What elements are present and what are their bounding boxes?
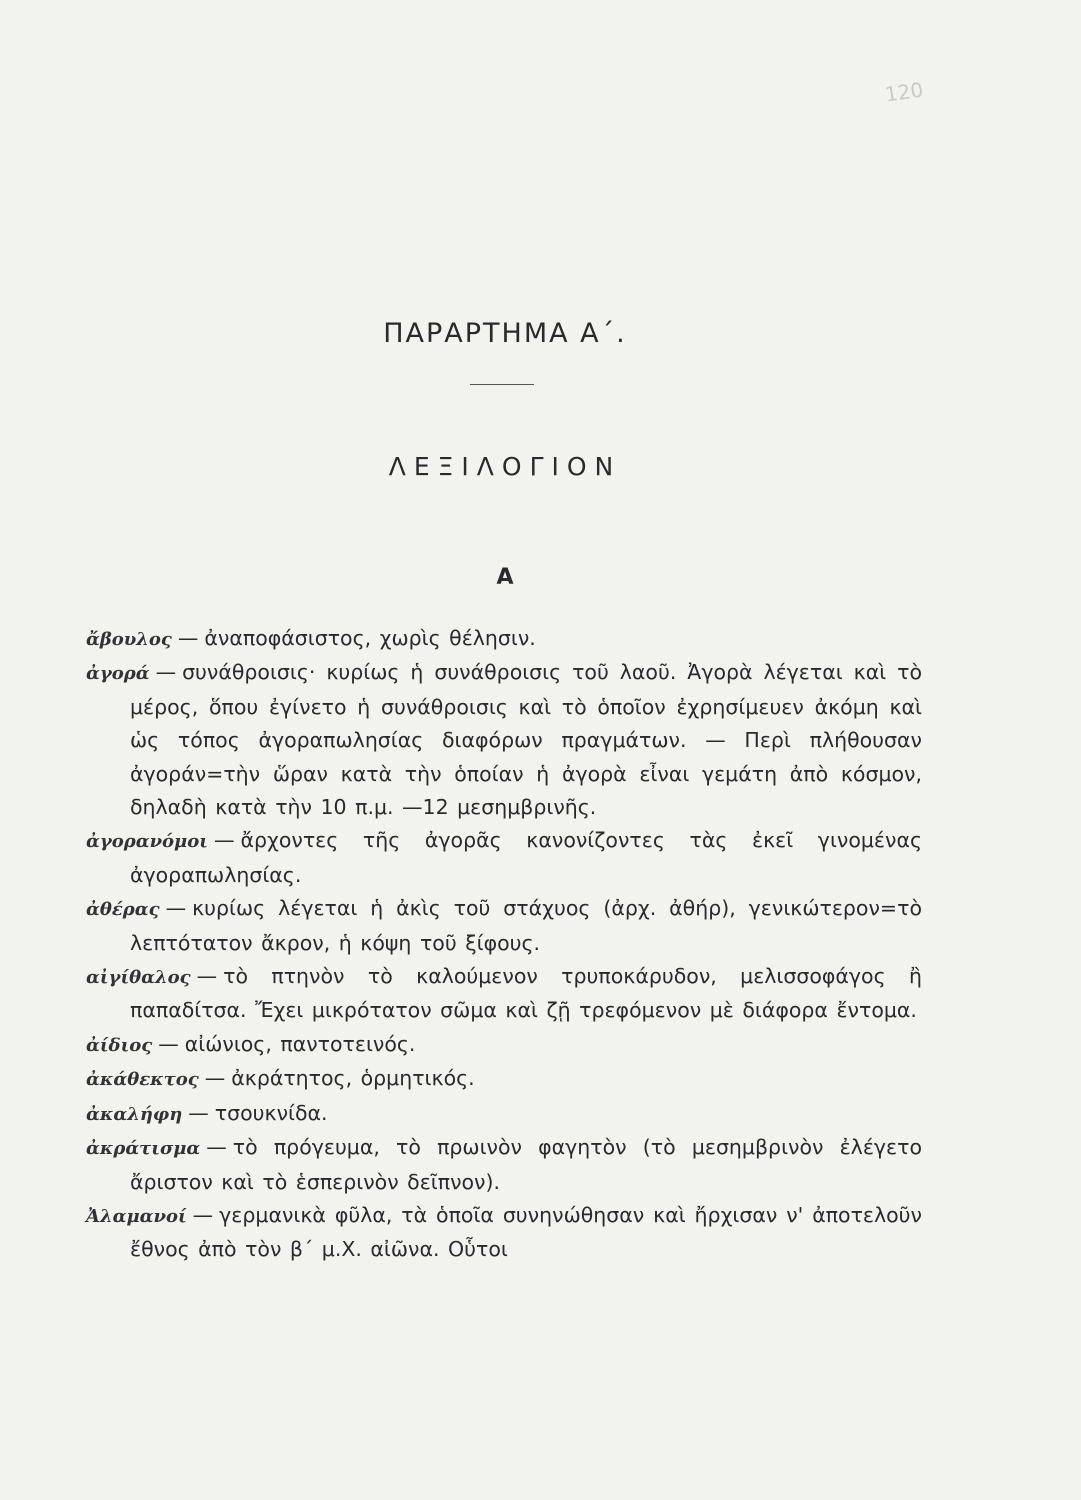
entry-term: ἀκράτισμα xyxy=(86,1138,201,1160)
entry-dash: — xyxy=(213,828,235,853)
glossary-entries xyxy=(86,622,922,1267)
entry-term: ἀγορά xyxy=(86,663,150,685)
glossary-entry xyxy=(86,960,922,1028)
entry-dash: — xyxy=(155,660,177,685)
entry-term: Ἀλαμανοί xyxy=(86,1205,187,1227)
glossary-entry xyxy=(86,1062,922,1096)
entry-definition: ἀκράτητος, ὁρμητικός. xyxy=(231,1066,475,1091)
entry-definition: κυρίως λέγεται ἡ ἀκὶς τοῦ στάχυος (ἀρχ. ἀθήρ), γενικώτερον=τὸ λεπτότατον ἄκρον, ἡ κόψη τοῦ ξίφους. xyxy=(130,896,922,955)
glossary-title: ΛΕΞΙΛΟΓΙΟΝ xyxy=(388,452,622,481)
entry-definition: συνάθροισις· κυρίως ἡ συνάθροισις τοῦ λαοῦ. Ἀγορὰ λέγεται καὶ τὸ μέρος, ὅπου ἐγίνετο ἡ συνάθροισις καὶ τὸ ὁποῖον ἐχρησίμευεν ἀκόμη καὶ ὡς τόπος ἀγοραπωλησίας διαφόρων πραγμάτων. — Περὶ πλήθουσαν ἀγοράν=τὴν ὥραν κατὰ τὴν ὁποίαν ἡ ἀγορὰ εἶναι γεμάτη ἀπὸ κόσμον, δηλαδὴ κατὰ τὴν 10 π.μ. —12 μεσημβρινῆς. xyxy=(130,660,922,820)
appendix-title: ΠΑΡΑΡΤΗΜΑ Α΄. xyxy=(383,318,627,349)
glossary-entry xyxy=(86,656,922,824)
page-number: 120 xyxy=(883,77,925,107)
entry-dash: — xyxy=(204,1066,226,1091)
entry-term: ἀκάθεκτος xyxy=(86,1069,199,1091)
glossary-entry xyxy=(86,1028,922,1062)
entry-dash: — xyxy=(192,1202,214,1227)
entry-dash: — xyxy=(177,626,199,650)
entry-definition: τὸ πτηνὸν τὸ καλούμενον τρυποκάρυδον, μελισσοφάγος ἢ παπαδίτσα. Ἔχει μικρότατον σῶμα καὶ ζῇ τρεφόμενον μὲ διάφορα ἔντομα. xyxy=(130,964,922,1023)
entry-term: αἰγίθαλος xyxy=(86,967,191,989)
entry-definition: ἀναποφάσιστος, χωρὶς θέλησιν. xyxy=(204,626,536,650)
entry-definition: γερμανικὰ φῦλα, τὰ ὁποῖα συνηνώθησαν καὶ ἤρχισαν ν' ἀποτελοῦν ἔθνος ἀπὸ τὸν β΄ μ.Χ. αἰῶνα. Οὗτοι xyxy=(130,1202,922,1262)
glossary-entry xyxy=(86,1199,922,1267)
glossary-entry xyxy=(86,1097,922,1131)
entry-term: ἀίδιος xyxy=(86,1034,153,1056)
entry-term: ἀθέρας xyxy=(86,899,160,921)
entry-dash: — xyxy=(188,1100,209,1125)
entry-definition: αἰώνιος, παντοτεινός. xyxy=(184,1031,416,1056)
entry-term: ἀγορανόμοι xyxy=(86,831,208,853)
glossary-entry xyxy=(86,622,922,656)
entry-definition: τσουκνίδα. xyxy=(214,1100,328,1125)
entry-dash: — xyxy=(158,1031,179,1056)
title-divider xyxy=(470,384,534,385)
glossary-entry xyxy=(86,824,922,892)
entry-dash: — xyxy=(165,896,187,921)
glossary-entry xyxy=(86,892,922,960)
section-letter: Α xyxy=(496,565,514,590)
glossary-entry xyxy=(86,1131,922,1199)
entry-definition: ἄρχοντες τῆς ἀγορᾶς κανονίζοντες τὰς ἐκεῖ γινομένας ἀγοραπωλησίας. xyxy=(130,828,922,887)
entry-term: ἀκαλήφη xyxy=(86,1103,183,1125)
entry-term: ἄβουλος xyxy=(86,629,172,650)
entry-dash: — xyxy=(196,964,218,989)
entry-definition: τὸ πρόγευμα, τὸ πρωινὸν φαγητὸν (τὸ μεσημβρινὸν ἐλέγετο ἄριστον καὶ τὸ ἑσπερινὸν δεῖπνον). xyxy=(130,1135,922,1194)
entry-dash: — xyxy=(206,1135,227,1160)
